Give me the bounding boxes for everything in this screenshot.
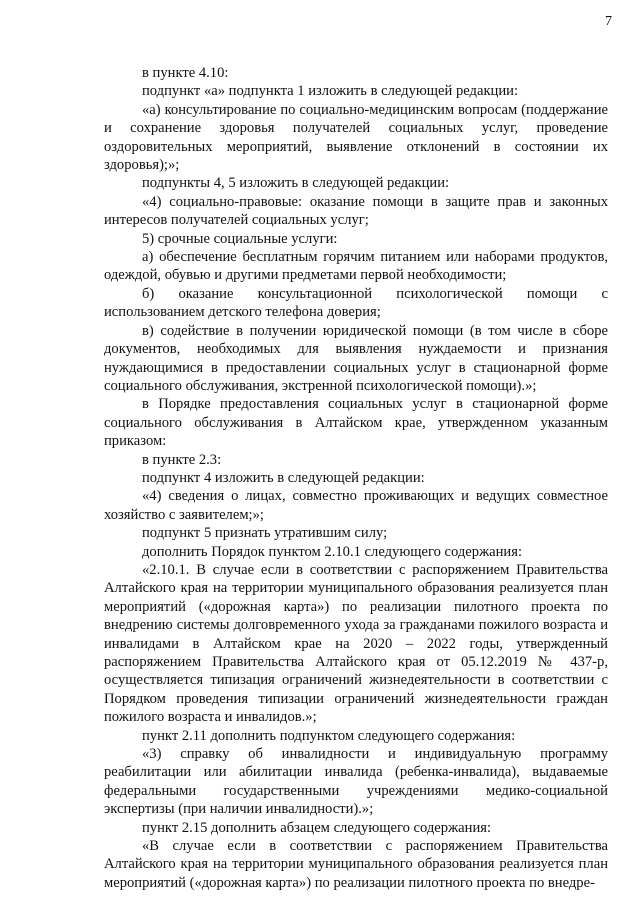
paragraph: «В случае если в соответствии с распоряжением Правительства Алтайского края на территории муниципального образования реализуется план мероприятий («дорожная карта») по реализации пилотного проекта по внедре- bbox=[104, 838, 608, 891]
paragraph: подпункты 4, 5 изложить в следующей редакции: bbox=[142, 175, 450, 192]
paragraph: подпункт 5 признать утратившим силу; bbox=[142, 525, 388, 542]
paragraph: 5) срочные социальные услуги: bbox=[142, 230, 338, 247]
page-number: 7 bbox=[605, 14, 612, 29]
paragraph: б) оказание консультационной психологической помощи с использованием детского телефона доверия; bbox=[104, 285, 608, 321]
paragraph: «4) социально-правовые: оказание помощи в защите прав и законных интересов получателей социальных услуг; bbox=[104, 193, 608, 229]
paragraph: в Порядке предоставления социальных услуг в стационарной форме социального обслуживания в Алтайском крае, утвержденном указанным приказом: bbox=[104, 396, 608, 450]
paragraph: в пункте 2.3: bbox=[142, 451, 222, 468]
paragraph: подпункт 4 изложить в следующей редакции: bbox=[142, 469, 425, 486]
paragraph: дополнить Порядок пунктом 2.10.1 следующего содержания: bbox=[142, 543, 523, 560]
document-body bbox=[104, 64, 608, 892]
paragraph: а) обеспечение бесплатным горячим питанием или наборами продуктов, одеждой, обувью и другими предметами первой необходимости; bbox=[104, 249, 608, 284]
paragraph: пункт 2.15 дополнить абзацем следующего содержания: bbox=[142, 819, 492, 836]
paragraph: в) содействие в получении юридической помощи (в том числе в сборе документов, необходимых для выявления нуждаемости и признания нуждающимися в предоставлении социальных услуг в стационарной форме социального обслуживания, экстренной психологической помощи).»; bbox=[104, 322, 608, 394]
paragraph: «2.10.1. В случае если в соответствии с распоряжением Правительства Алтайского края на территории муниципального образования реализуется план мероприятий («дорожная карта») по реализации пилотного проекта по внедрению системы долговременного ухода за гражданами пожилого возраста и инвалидами в Алтайском крае на 2020 – 2022 годы, утвержденный распоряжением Правительства Алтайского края от 05.12.2019 № 437-р, осуществляется типизация ограничений жизнедеятельности в соответствии с Порядком проведения типизации ограничений жизнедеятельности граждан пожилого возраста и инвалидов.»; bbox=[104, 561, 608, 726]
paragraph: в пункте 4.10: bbox=[142, 65, 229, 81]
paragraph: подпункт «а» подпункта 1 изложить в следующей редакции: bbox=[142, 83, 519, 100]
paragraph: «а) консультирование по социально-медицинским вопросам (поддержание и сохранение здоровья получателей социальных услуг, проведение оздоровительных мероприятий, выявление отклонений в состоянии их здоровья);»; bbox=[104, 101, 608, 174]
paragraph: «4) сведения о лицах, совместно проживающих и ведущих совместное хозяйство с заявителем;»; bbox=[104, 488, 608, 523]
paragraph: «3) справку об инвалидности и индивидуальную программу реабилитации или абилитации инвалида (ребенка-инвалида), выдаваемые федеральными государственными учреждениями медико-социальной экспертизы (при наличии инвалидности).»; bbox=[104, 746, 608, 818]
paragraph: пункт 2.11 дополнить подпунктом следующего содержания: bbox=[142, 727, 516, 744]
